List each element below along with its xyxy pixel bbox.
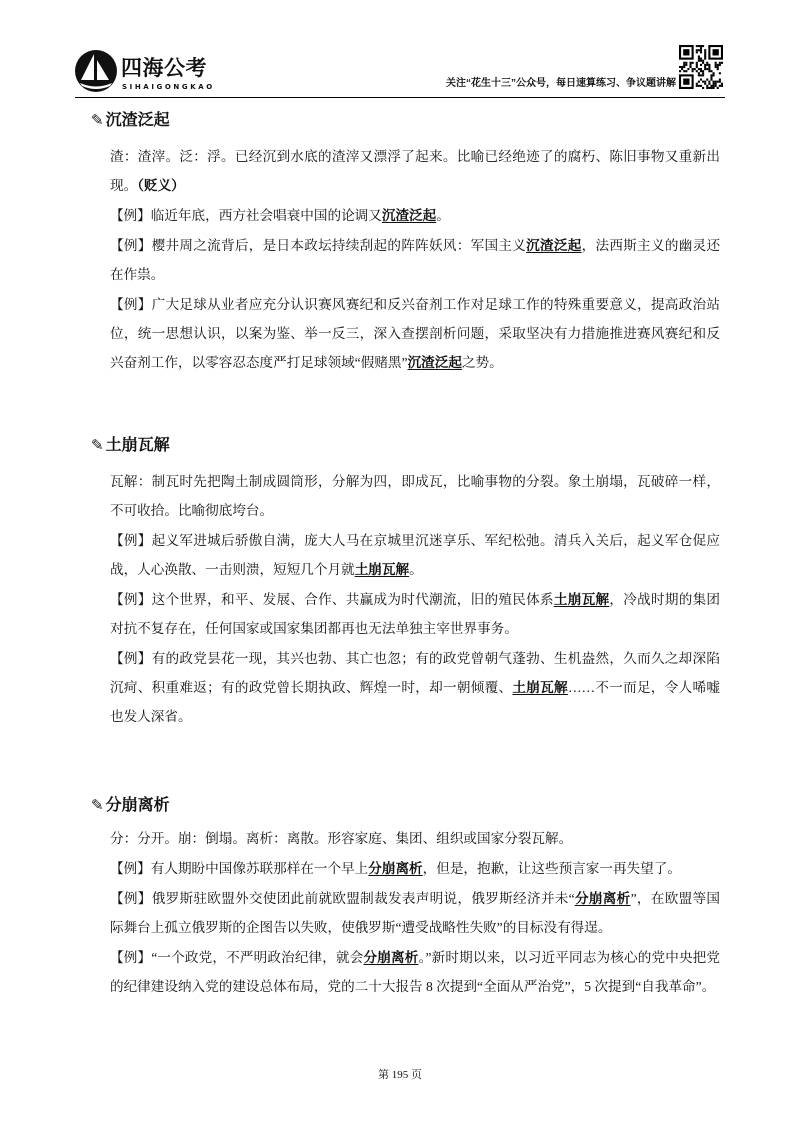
example-text: 这个世界，和平、发展、合作、共赢成为时代潮流，旧的殖民体系 (151, 592, 554, 607)
idiom-keyword: 土崩瓦解 (354, 562, 410, 577)
example-text-end: 。 (436, 208, 450, 223)
example-text: “一个政党，不严明政治纪律，就会 (151, 950, 364, 965)
idiom-entry-chenzhafanqi (105, 106, 721, 377)
example-label: 【例】 (110, 651, 152, 666)
qr-code (679, 45, 723, 89)
idiom-entries (105, 106, 721, 1002)
example-text-end: ，法西斯主义的幽灵还在作祟。 (110, 238, 721, 282)
example-text: 有的政党昙花一现，其兴也勃、其亡也忽；有的政党曾朝气蓬勃、生机盎然，久而久之却深陷沉疴、积重难返；有的政党曾长期执政、辉煌一时，却一朝倾覆、 (110, 651, 721, 695)
example-text-end: ”，在欧盟等国际舞台上孤立俄罗斯的企图告以失败，使俄罗斯“遭受战略性失败”的目标没有得逞。 (110, 891, 721, 935)
example-sentence (110, 585, 720, 643)
entry-heading (91, 791, 720, 819)
idiom-keyword: 分崩离析 (363, 950, 419, 965)
example-text-end: ……不一而足，令人唏嘘也发人深省。 (110, 680, 721, 724)
logo-subtitle: SIHAIGONGKAO (122, 83, 215, 91)
idiom-entry-tubengwajie (105, 431, 721, 731)
example-text: 临近年底，西方社会唱衰中国的论调又 (150, 208, 382, 223)
definition-text: 瓦解：制瓦时先把陶土制成圆筒形，分解为四，即成瓦，比喻事物的分裂。象土崩塌，瓦破碎一样，不可收拾。比喻彻底垮台。 (110, 474, 720, 518)
idiom-keyword: 沉渣泛起 (526, 238, 582, 253)
example-text-end: 。 (409, 562, 423, 577)
header-divider (75, 97, 725, 98)
entry-title-text: 沉渣泛起 (105, 112, 170, 129)
example-text: 樱井周之流背后，是日本政坛持续刮起的阵阵妖风：军国主义 (151, 238, 527, 253)
example-sentence (110, 943, 720, 1001)
example-sentence (110, 644, 720, 731)
example-label: 【例】 (110, 208, 151, 223)
example-sentence (110, 290, 720, 377)
definition-tag: （贬义） (137, 178, 185, 193)
idiom-keyword: 沉渣泛起 (381, 208, 437, 223)
definition-text: 渣：渣滓。泛：浮。已经沉到水底的渣滓又漂浮了起来。比喻已经绝迹了的腐朽、陈旧事物又重新出现。 (110, 149, 720, 193)
header-notice: 关注“花生十三”公众号，每日速算练习、争议题讲解 (446, 78, 676, 89)
example-text-end: 。”新时期以来，以习近平同志为核心的党中央把党的纪律建设纳入党的建设总体布局，党的二十大报告 8 次提到“全面从严治党”，5 次提到“自我革命”。 (110, 950, 721, 994)
example-sentence (110, 884, 720, 942)
pencil-icon (91, 112, 104, 129)
example-label: 【例】 (110, 297, 152, 312)
sailboat-logo-icon (74, 49, 120, 93)
example-text-end: ，冷战时期的集团对抗不复存在，任何国家或国家集团都再也无法单独主宰世界事务。 (110, 592, 721, 636)
example-text: 起义军进城后骄傲自满，庞大人马在京城里沉迷享乐、军纪松弛。清兵入关后，起义军仓促应战，人心涣散、一击则溃，短短几个月就 (110, 533, 721, 577)
page-number: 第 195 页 (378, 1069, 422, 1081)
example-text: 有人期盼中国像苏联那样在一个早上 (150, 861, 369, 876)
entry-title-text: 土崩瓦解 (105, 437, 170, 454)
example-text-end: 之势。 (461, 355, 503, 370)
example-text: 广大足球从业者应充分认识赛风赛纪和反兴奋剂工作对足球工作的特殊重要意义，提高政治站位，统一思想认识，以案为鉴、举一反三，深入查摆剖析问题，采取坚决有力措施推进赛风赛纪和反兴奋剂工作，以零容忍态度严打足球领域“假赌黑” (110, 297, 721, 370)
entry-definition (110, 824, 720, 853)
idiom-keyword: 分崩离析 (574, 891, 631, 906)
example-text: 俄罗斯驻欧盟外交使团此前就欧盟制裁发表声明说，俄罗斯经济并未“ (151, 891, 575, 906)
idiom-keyword: 分崩离析 (368, 861, 423, 876)
idiom-keyword: 土崩瓦解 (553, 592, 610, 607)
entry-title-text: 分崩离析 (105, 797, 170, 814)
logo-title: 四海公考 (121, 57, 207, 80)
example-label: 【例】 (110, 533, 152, 548)
example-label: 【例】 (110, 238, 152, 253)
example-label: 【例】 (110, 861, 151, 876)
example-sentence (110, 231, 720, 289)
entry-definition (110, 142, 720, 200)
entry-definition (110, 467, 720, 525)
pencil-icon (91, 437, 104, 454)
idiom-entry-fenbenglixi (105, 791, 721, 1001)
example-label: 【例】 (110, 891, 152, 906)
idiom-keyword: 沉渣泛起 (407, 355, 462, 370)
entry-heading (91, 431, 720, 459)
entry-heading (91, 106, 720, 134)
example-label: 【例】 (110, 592, 152, 607)
example-sentence (110, 201, 720, 230)
example-sentence (110, 854, 720, 883)
definition-text: 分：分开。崩：倒塌。离析：离散。形容家庭、集团、组织或国家分裂瓦解。 (110, 831, 573, 846)
example-label: 【例】 (110, 950, 152, 965)
pencil-icon (91, 797, 104, 814)
example-text-end: ，但是，抱歉，让这些预言家一再失望了。 (422, 861, 681, 876)
idiom-keyword: 土崩瓦解 (512, 680, 568, 695)
example-sentence (110, 526, 720, 584)
